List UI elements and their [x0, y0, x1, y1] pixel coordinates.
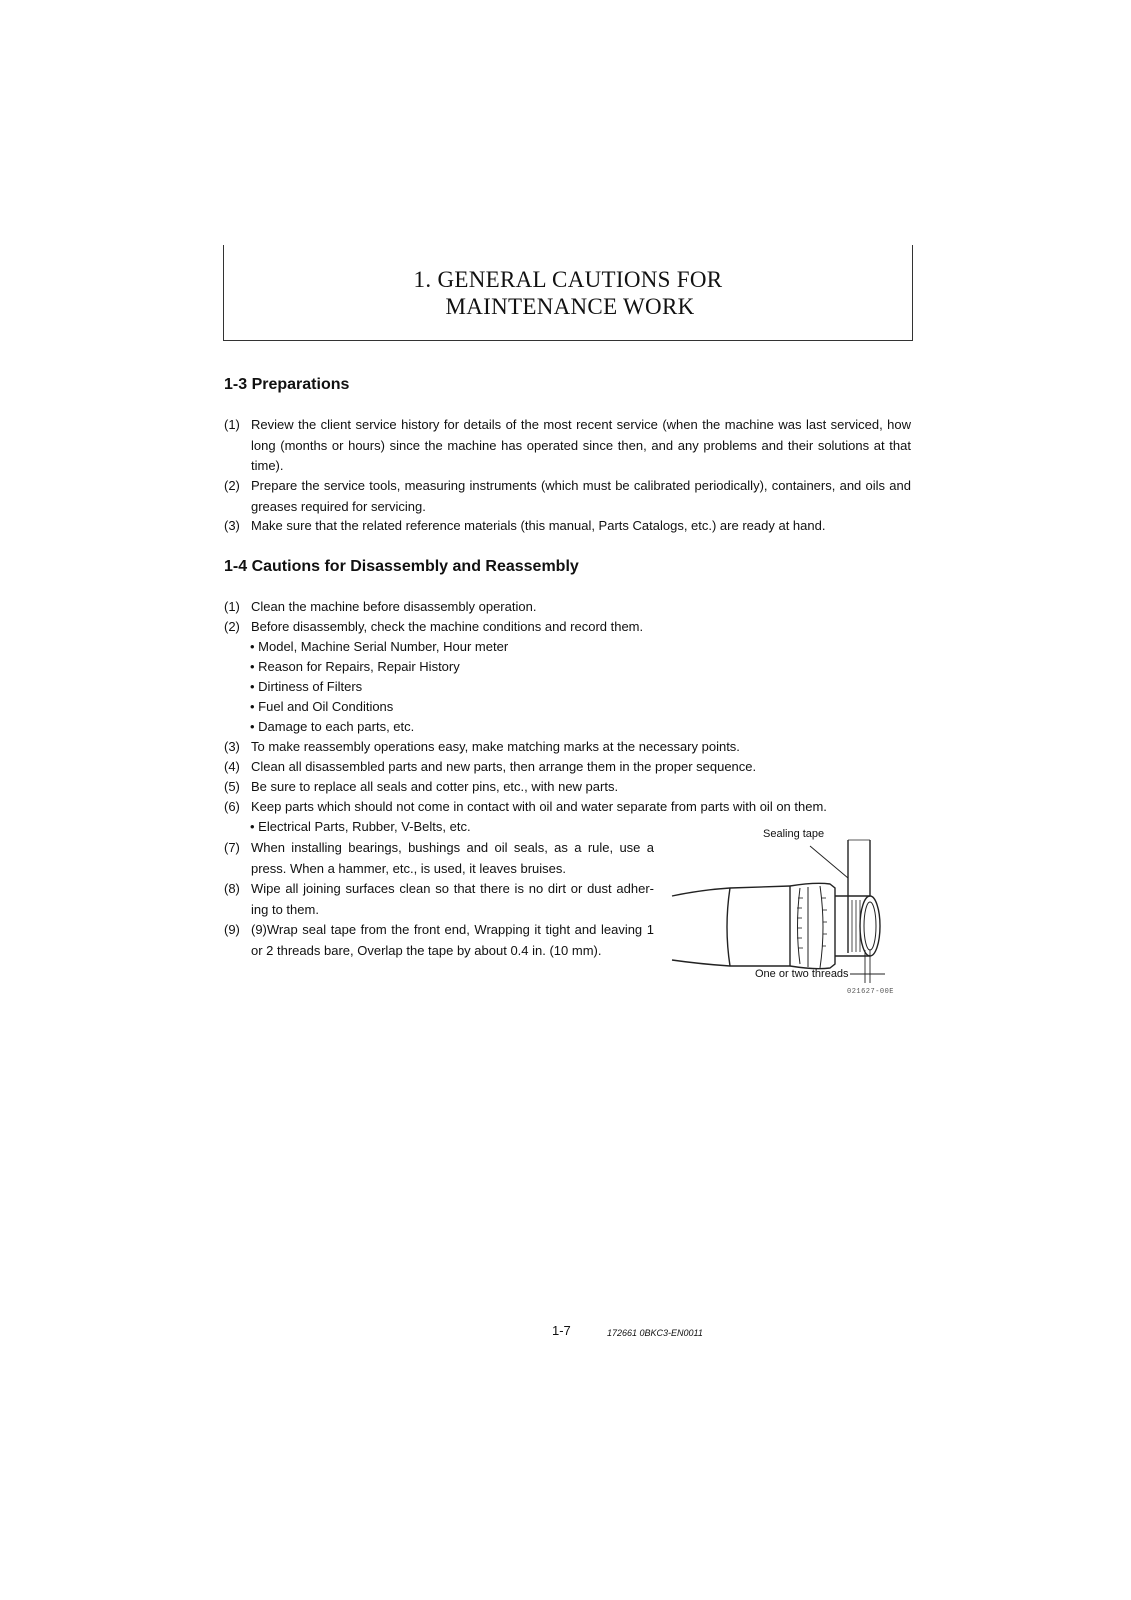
item-text: Make sure that the related reference materials (this manual, Parts Catalogs, etc.) are ready at hand. [251, 518, 826, 533]
list-item [224, 879, 654, 920]
item-number: (2) [224, 619, 240, 634]
item-text: Before disassembly, check the machine conditions and record them. [251, 619, 644, 634]
item-number: (3) [224, 739, 240, 754]
item-text: Be sure to replace all seals and cotter pins, etc., with new parts. [251, 779, 619, 794]
item-number: (9) [224, 922, 240, 937]
bullet-item: • Damage to each parts, etc. [250, 719, 415, 734]
list-item [224, 838, 654, 879]
sealing-tape-label: Sealing tape [763, 828, 825, 840]
document-code: 172661 0BKC3-EN0011 [607, 1328, 703, 1338]
list-item [224, 797, 911, 818]
item-text: Clean all disassembled parts and new parts, then arrange them in the proper sequence. [251, 759, 757, 774]
item-text: Review the client service history for details of the most recent service (when the machine was last serviced, how long (months or hours) since the machine has operated since then, and any problems and their solutions at that time). [251, 417, 911, 473]
list-item [224, 777, 911, 798]
list-item [224, 476, 911, 517]
figure-code: 021627-00E [847, 988, 895, 996]
list-item [224, 617, 911, 638]
bullet-item: • Electrical Parts, Rubber, V-Belts, etc. [250, 819, 471, 834]
item-text: When installing bearings, bushings and oil seals, as a rule, use a press. When a hammer, etc., is used, it leaves bruises. [251, 840, 654, 876]
item-text: Wipe all joining surfaces clean so that there is no dirt or dust adher-ing to them. [251, 881, 654, 917]
item-number: (7) [224, 840, 240, 855]
threads-label: One or two threads [755, 968, 849, 980]
item-text: Keep parts which should not come in contact with oil and water separate from parts with oil on them. [251, 799, 827, 814]
chapter-title-line-1: 1. GENERAL CAUTIONS FOR [413, 267, 723, 292]
bullet-item: • Reason for Repairs, Repair History [250, 659, 460, 674]
item-text: To make reassembly operations easy, make matching marks at the necessary points. [251, 739, 740, 754]
item-number: (6) [224, 799, 240, 814]
list-item [224, 920, 654, 961]
item-number: (8) [224, 881, 240, 896]
chapter-title-line-2: MAINTENANCE WORK [445, 294, 695, 319]
item-number: (1) [224, 599, 240, 614]
item-number: (4) [224, 759, 240, 774]
bullet-item: • Model, Machine Serial Number, Hour meter [250, 639, 509, 654]
item-number: (5) [224, 779, 240, 794]
item-number: (2) [224, 478, 240, 493]
item-number: (3) [224, 518, 240, 533]
list-item [224, 415, 911, 477]
item-number: (1) [224, 417, 240, 432]
item-text: Clean the machine before disassembly operation. [251, 599, 537, 614]
section-heading-disassembly: 1-4 Cautions for Disassembly and Reassembly [224, 558, 579, 575]
item-text: Prepare the service tools, measuring instruments (which must be calibrated periodically), containers, and oils and greases required for servicing. [251, 478, 911, 514]
bullet-item: • Fuel and Oil Conditions [250, 699, 394, 714]
page-number: 1-7 [552, 1323, 571, 1338]
list-item [224, 597, 911, 618]
item-text: (9)Wrap seal tape from the front end, Wrapping it tight and leaving 1 or 2 threads bare, Overlap the tape by about 0.4 in. (10 mm). [251, 922, 654, 958]
chapter-title-box [223, 245, 913, 341]
list-item [224, 516, 911, 537]
sealing-tape-figure [670, 828, 910, 1018]
bullet-item: • Dirtiness of Filters [250, 679, 363, 694]
list-item [224, 757, 911, 778]
list-item [224, 737, 911, 758]
section-heading-preparations: 1-3 Preparations [224, 376, 350, 393]
